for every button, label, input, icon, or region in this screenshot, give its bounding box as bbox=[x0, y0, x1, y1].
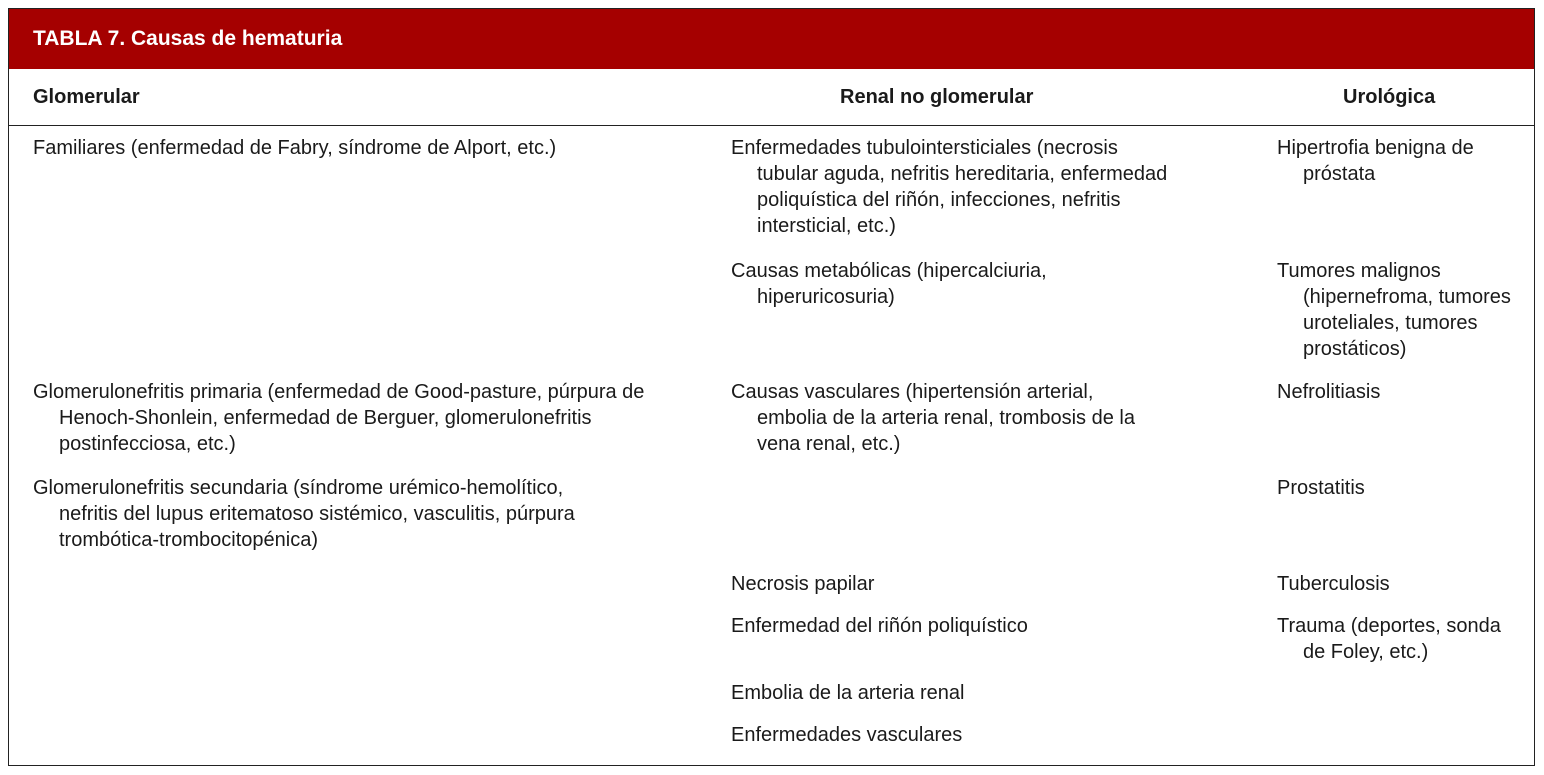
header-urologica: Urológica bbox=[1343, 86, 1436, 108]
hematuria-table bbox=[8, 8, 1535, 766]
table-cell bbox=[33, 379, 653, 457]
cell-text: Causas vasculares (hipertensión arterial, embolia de la arteria renal, trombosis de la vena renal, etc.) bbox=[731, 381, 1135, 455]
table-cell bbox=[731, 680, 1191, 706]
table-cell bbox=[1277, 571, 1517, 597]
cell-text: Necrosis papilar bbox=[731, 573, 875, 595]
table-cell bbox=[731, 258, 1131, 310]
table-cell bbox=[731, 135, 1171, 239]
cell-text: Prostatitis bbox=[1277, 477, 1365, 499]
table-cell bbox=[731, 571, 1191, 597]
table-cell bbox=[33, 135, 593, 161]
header-renal-no-glomerular: Renal no glomerular bbox=[840, 86, 1034, 108]
cell-text: Nefrolitiasis bbox=[1277, 381, 1381, 403]
table-cell bbox=[731, 722, 1191, 748]
table-cell bbox=[731, 613, 1191, 639]
table-header-row bbox=[9, 69, 1534, 126]
cell-text: Tuberculosis bbox=[1277, 573, 1390, 595]
cell-text: Enfermedad del riñón poliquístico bbox=[731, 615, 1028, 637]
cell-text: Tumores malignos (hipernefroma, tumores uroteliales, tumores prostáticos) bbox=[1277, 260, 1511, 360]
table-cell bbox=[1277, 475, 1517, 501]
cell-text: Familiares (enfermedad de Fabry, síndrome de Alport, etc.) bbox=[33, 137, 557, 159]
cell-text: Causas metabólicas (hipercalciuria, hiperuricosuria) bbox=[731, 260, 1047, 308]
cell-text: Enfermedades vasculares bbox=[731, 724, 963, 746]
table-cell bbox=[1277, 258, 1517, 362]
table-cell bbox=[1277, 379, 1517, 405]
cell-text: Glomerulonefritis secundaria (síndrome urémico-hemolítico, nefritis del lupus eritematoso sistémico, vasculitis, púrpura trombótica-trombocitopénica) bbox=[33, 477, 575, 551]
table-cell bbox=[731, 379, 1151, 457]
table-cell bbox=[1277, 613, 1517, 665]
cell-text: Hipertrofia benigna de próstata bbox=[1277, 137, 1474, 185]
table-cell bbox=[33, 475, 593, 553]
cell-text: Trauma (deportes, sonda de Foley, etc.) bbox=[1277, 615, 1501, 663]
cell-text: Embolia de la arteria renal bbox=[731, 682, 965, 704]
cell-text: Enfermedades tubulointersticiales (necrosis tubular aguda, nefritis hereditaria, enfermedad poliquística del riñón, infecciones, nefritis intersticial, etc.) bbox=[731, 137, 1168, 237]
cell-text: Glomerulonefritis primaria (enfermedad de Good-pasture, púrpura de Henoch-Shonlein, enfermedad de Berguer, glomerulonefritis postinfecciosa, etc.) bbox=[33, 381, 645, 455]
table-title: TABLA 7. Causas de hematuria bbox=[9, 9, 1534, 69]
header-glomerular: Glomerular bbox=[33, 86, 140, 108]
table-cell bbox=[1277, 135, 1482, 187]
